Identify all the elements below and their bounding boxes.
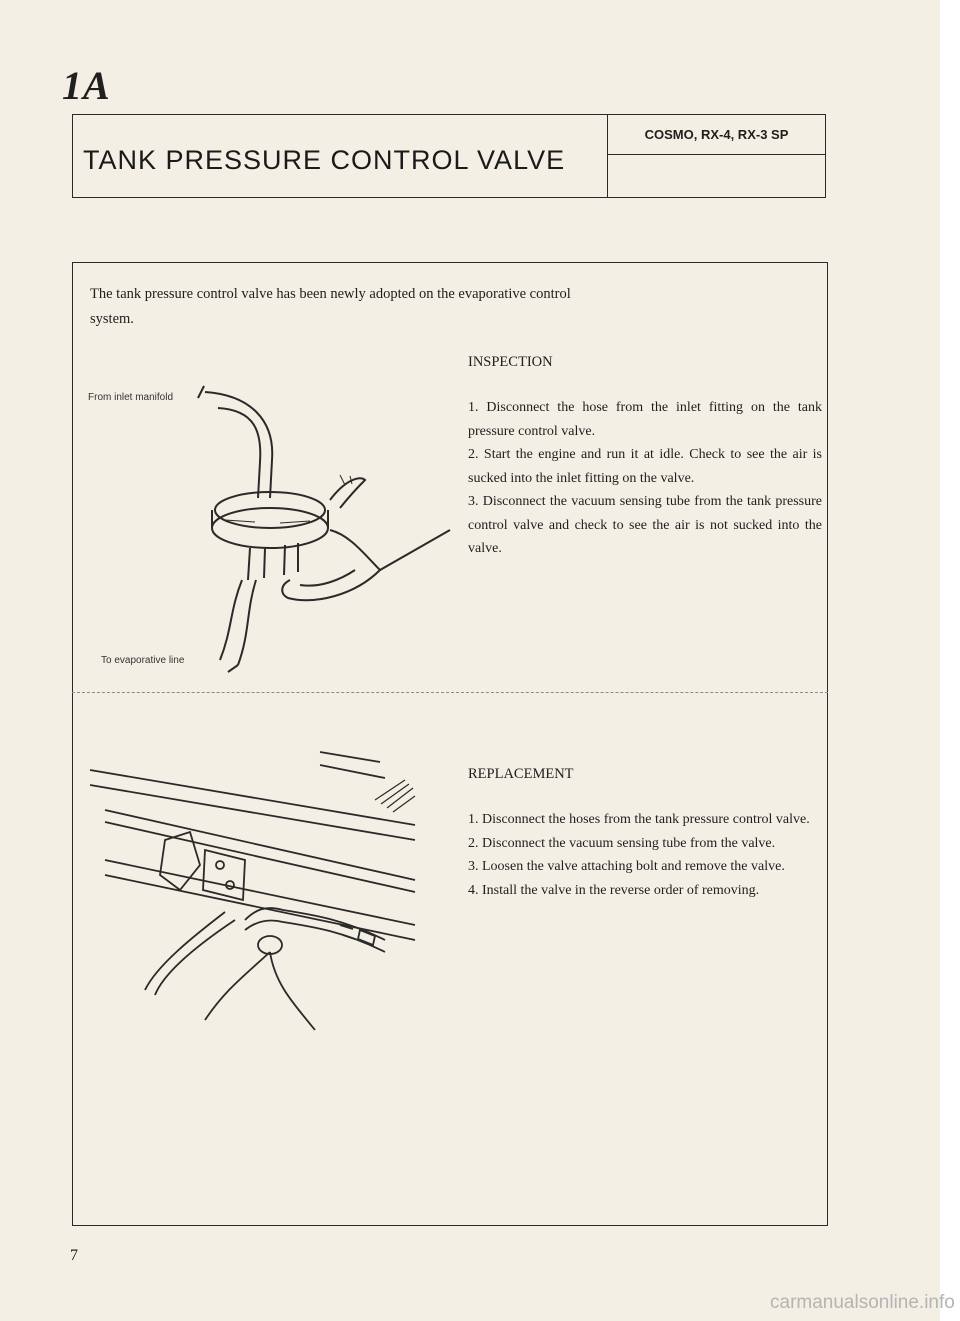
header-title-cell (73, 115, 608, 197)
watermark: carmanualsonline.info (770, 1292, 955, 1313)
replacement-heading: REPLACEMENT (468, 766, 574, 782)
inspection-step: 2. Start the engine and run it at idle. Check to see the air is sucked into the inlet fitting on the valve. (468, 447, 822, 486)
replacement-step: 2. Disconnect the vacuum sensing tube from the valve. (468, 835, 776, 851)
replacement-step: 4. Install the valve in the reverse order of removing. (468, 882, 760, 898)
model-applicability: COSMO, RX-4, RX-3 SP (644, 127, 789, 142)
replacement-step: 1. Disconnect the hoses from the tank pressure control valve. (468, 812, 810, 827)
valve-replacement-illustration (85, 740, 435, 1040)
replacement-steps (468, 808, 822, 902)
page-number: 7 (70, 1247, 78, 1264)
inspection-heading: INSPECTION (468, 354, 553, 370)
section-divider (72, 692, 828, 693)
header-table (72, 114, 826, 198)
figure-label-inlet: From inlet manifold (88, 392, 174, 403)
valve-inspection-illustration (180, 380, 460, 680)
inspection-step: 3. Disconnect the vacuum sensing tube from the tank pressure control valve and check to see the air is not sucked into the valve. (468, 494, 822, 556)
figure-label-evaporative: To evaporative line (101, 655, 185, 666)
inspection-steps (468, 396, 822, 561)
intro-paragraph: The tank pressure control valve has been newly adopted on the evaporative control system. (90, 286, 571, 327)
page-title: TANK PRESSURE CONTROL VALVE (83, 145, 566, 175)
page-edge (940, 0, 960, 1321)
replacement-step: 3. Loosen the valve attaching bolt and remove the valve. (468, 859, 785, 874)
header-models-cell (608, 115, 825, 155)
inspection-step: 1. Disconnect the hose from the inlet fitting on the tank pressure control valve. (468, 400, 822, 439)
section-tag: 1A (62, 63, 111, 108)
